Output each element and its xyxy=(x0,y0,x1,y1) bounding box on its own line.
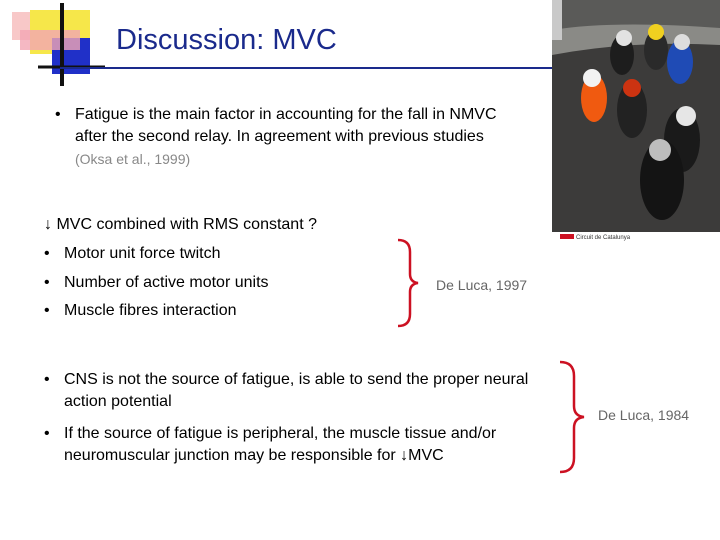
bullet-marker: • xyxy=(44,302,50,319)
list-item xyxy=(44,423,554,467)
bullet-marker: • xyxy=(44,371,50,388)
list-item-label: Number of active motor units xyxy=(64,274,269,291)
title-divider xyxy=(60,67,560,69)
slide-logo xyxy=(0,0,110,90)
right-brace-icon xyxy=(396,238,422,328)
bullet-marker: • xyxy=(55,106,61,123)
bullet-marker: • xyxy=(44,274,50,291)
list-item-label: If the source of fatigue is peripheral, the muscle tissue and/or neuromuscular junction may be responsible for ↓MVC xyxy=(64,425,497,464)
page-title: Discussion: MVC xyxy=(116,24,337,56)
intro-citation: (Oksa et al., 1999) xyxy=(75,151,191,167)
list-item-label: Muscle fibres interaction xyxy=(64,302,237,319)
bullet-marker: • xyxy=(44,425,50,442)
list-item-label: Motor unit force twitch xyxy=(64,245,221,262)
motorcycle-race-photo xyxy=(552,0,720,242)
list-item xyxy=(44,302,237,320)
list-item-label: CNS is not the source of fatigue, is able to send the proper neural action potential xyxy=(64,371,529,410)
reference-label: De Luca, 1997 xyxy=(436,277,528,293)
intro-bullet xyxy=(55,104,525,171)
reference-label: De Luca, 1984 xyxy=(598,407,690,423)
list-item xyxy=(44,369,554,413)
list-item xyxy=(44,274,269,292)
intro-text: Fatigue is the main factor in accounting for the fall in NMVC after the second relay. In agreement with previous studies xyxy=(75,106,497,145)
bullet-marker: • xyxy=(44,245,50,262)
photo-caption: Circuit de Catalunya xyxy=(576,235,631,241)
section-subheading: ↓ MVC combined with RMS constant ? xyxy=(44,216,317,233)
list-item xyxy=(44,245,221,263)
right-brace-icon xyxy=(558,360,588,474)
list-item xyxy=(55,104,525,171)
